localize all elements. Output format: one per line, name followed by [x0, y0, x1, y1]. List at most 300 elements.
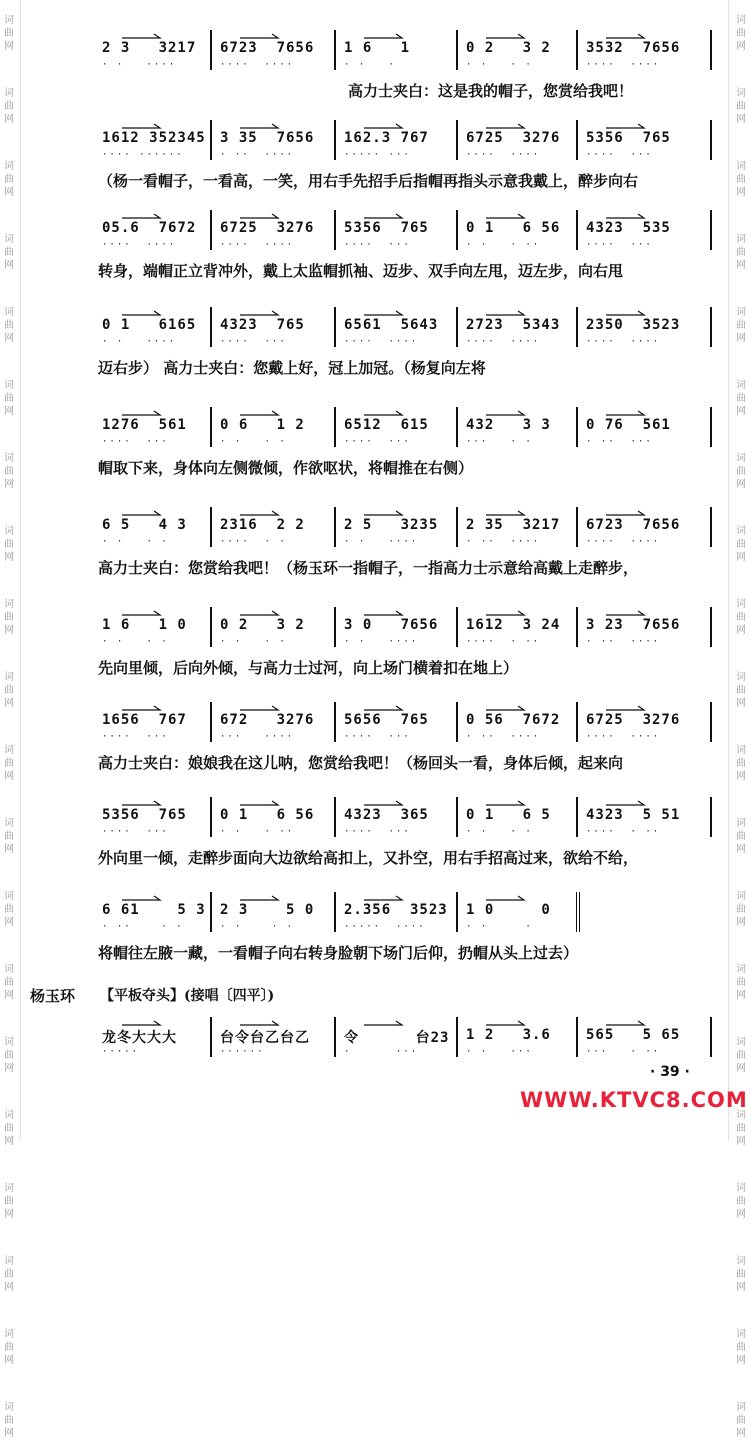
- side-watermark-group: [736, 1036, 746, 1075]
- side-watermark-char: 网: [4, 406, 14, 417]
- beam-mark: [120, 212, 200, 220]
- octave-dots: ···· ···: [102, 732, 169, 742]
- measure: [98, 890, 204, 934]
- side-watermark-char: 网: [736, 844, 746, 855]
- barline: [710, 30, 712, 70]
- side-watermark-char: 词: [736, 161, 746, 172]
- beam-mark: [604, 32, 684, 40]
- notation-text: 6561 5643: [344, 317, 439, 333]
- measure: [462, 505, 570, 549]
- octave-dots: ····· ···: [344, 150, 411, 160]
- side-watermark-char: 网: [4, 479, 14, 490]
- octave-dots: ··· · ··: [586, 1047, 661, 1057]
- side-watermark-char: 网: [736, 1355, 746, 1366]
- score-system: [98, 305, 718, 378]
- barline: [710, 407, 712, 447]
- side-watermark-char: 词: [4, 161, 14, 172]
- side-watermark-char: 曲: [736, 539, 746, 550]
- beam-mark: [484, 32, 564, 40]
- barline: [456, 407, 458, 447]
- beam-mark: [362, 509, 442, 517]
- notation-text: 3532 7656: [586, 40, 681, 56]
- stage-direction-text: 高力士夹白：娘娘我在这儿呐，您赏给我吧！（杨回头一看，身体后倾，起来向: [98, 754, 624, 772]
- beam-mark: [120, 509, 200, 517]
- beam-mark: [362, 122, 442, 130]
- side-watermark-char: 词: [4, 380, 14, 391]
- measure: [462, 795, 570, 839]
- side-watermark-char: 曲: [4, 247, 14, 258]
- octave-dots: · · · ·: [102, 637, 169, 647]
- side-watermark-char: 词: [4, 526, 14, 537]
- side-watermark-char: 网: [736, 260, 746, 271]
- notation-row: [98, 890, 718, 938]
- octave-dots: · ·· ···: [586, 437, 653, 447]
- beam-mark: [120, 704, 200, 712]
- measure: [98, 505, 204, 549]
- side-watermark-char: 词: [4, 599, 14, 610]
- octave-dots: · · ····: [344, 637, 419, 647]
- barline: [576, 30, 578, 70]
- octave-dots: ···· ······: [102, 150, 184, 160]
- barline: [334, 607, 336, 647]
- side-watermark-char: 词: [736, 526, 746, 537]
- notation-text: 4323 365: [344, 807, 429, 823]
- beam-mark: [604, 509, 684, 517]
- measure: [98, 28, 204, 72]
- notation-text: 1 6 1 0: [102, 617, 187, 633]
- barline: [210, 30, 212, 70]
- side-watermark-group: [736, 233, 746, 272]
- side-watermark-char: 网: [736, 406, 746, 417]
- barline: [334, 120, 336, 160]
- side-watermark-group: [736, 1255, 746, 1294]
- barline: [210, 210, 212, 250]
- octave-dots: ···· ···: [344, 437, 411, 447]
- notation-row: [98, 505, 718, 553]
- notation-text: 2.356 3523: [344, 902, 448, 918]
- side-watermark-group: [736, 14, 746, 53]
- side-watermark-char: 词: [736, 380, 746, 391]
- beam-mark: [484, 409, 564, 417]
- barline: [456, 892, 458, 932]
- notation-text: 1612 3 24: [466, 617, 561, 633]
- side-watermark-char: 曲: [4, 1123, 14, 1134]
- octave-dots: ···· · ··: [586, 827, 661, 837]
- octave-dots: ···· ····: [586, 537, 661, 547]
- side-watermark-char: 曲: [4, 685, 14, 696]
- notation-text: 432 3 3: [466, 417, 551, 433]
- octave-dots: · · ····: [102, 337, 177, 347]
- right-border-line: [728, 0, 729, 1139]
- side-watermark-char: 曲: [4, 393, 14, 404]
- side-watermark-char: 网: [4, 114, 14, 125]
- beam-mark: [120, 32, 200, 40]
- beam-mark: [238, 1019, 318, 1027]
- octave-dots: ···· ···: [586, 150, 653, 160]
- notation-text: 1 0 0: [466, 902, 551, 918]
- barline: [576, 607, 578, 647]
- notation-text: 5356 765: [344, 220, 429, 236]
- measure: [216, 118, 328, 162]
- beam-mark: [238, 309, 318, 317]
- octave-dots: ···· ···: [344, 732, 411, 742]
- measure: [98, 1015, 204, 1059]
- beam-mark: [362, 309, 442, 317]
- barline: [576, 210, 578, 250]
- side-watermark-group: [4, 963, 14, 1002]
- beam-mark: [362, 1019, 442, 1027]
- notation-text: 0 1 6 5: [466, 807, 551, 823]
- measure: [216, 1015, 328, 1059]
- barline: [210, 407, 212, 447]
- measure: [462, 890, 570, 934]
- measure: [340, 118, 450, 162]
- octave-dots: ···· ···: [102, 437, 169, 447]
- side-watermark-char: 词: [736, 1183, 746, 1194]
- beam-mark: [604, 609, 684, 617]
- side-watermark-group: [736, 671, 746, 710]
- side-watermark-group: [736, 379, 746, 418]
- octave-dots: ···· · ·: [220, 537, 287, 547]
- side-watermark-char: 网: [4, 552, 14, 563]
- side-watermark-group: [4, 817, 14, 856]
- measure: [340, 405, 450, 449]
- side-watermark-char: 曲: [4, 466, 14, 477]
- side-watermark-group: [4, 1255, 14, 1294]
- side-watermark-group: [736, 598, 746, 637]
- measure: [340, 605, 450, 649]
- notation-text: 令 台23: [344, 1030, 450, 1046]
- barline: [456, 507, 458, 547]
- score-system: [98, 795, 718, 868]
- octave-dots: ···· ····: [344, 337, 419, 347]
- beam-mark: [484, 309, 564, 317]
- measure: [98, 118, 204, 162]
- octave-dots: ·····: [102, 1047, 140, 1057]
- notation-text: 1612 352345: [102, 130, 206, 146]
- notation-text: 6 61 5 3: [102, 902, 206, 918]
- beam-mark: [238, 509, 318, 517]
- side-watermark-char: 词: [4, 1183, 14, 1194]
- side-watermark-char: 网: [4, 771, 14, 782]
- beam-mark: [604, 309, 684, 317]
- barline: [334, 30, 336, 70]
- octave-dots: · · · ·: [220, 437, 287, 447]
- side-watermark-char: 曲: [736, 904, 746, 915]
- notation-text: 6725 3276: [466, 130, 561, 146]
- measure: [582, 28, 704, 72]
- side-watermark-char: 网: [4, 1209, 14, 1220]
- octave-dots: ···· ···: [344, 827, 411, 837]
- octave-dots: · ·· ····: [466, 732, 541, 742]
- measure: [582, 795, 704, 839]
- side-watermark-char: 曲: [4, 101, 14, 112]
- side-watermark-group: [736, 1401, 746, 1440]
- side-watermark-char: 词: [4, 234, 14, 245]
- barline: [210, 507, 212, 547]
- notation-text: 0 1 6 56: [466, 220, 561, 236]
- side-watermark-char: 词: [4, 453, 14, 464]
- pattern-label: 【平板夺头】(接唱〔四平〕): [100, 988, 275, 1004]
- notation-row: [98, 405, 718, 453]
- side-watermark-char: 网: [736, 1136, 746, 1147]
- side-watermark-char: 词: [736, 891, 746, 902]
- stage-direction-text: 将帽往左腋一藏，一看帽子向右转身脸朝下场门后仰，扔帽从头上过去）: [98, 944, 579, 962]
- beam-mark: [238, 32, 318, 40]
- octave-dots: · ·· ····: [220, 150, 295, 160]
- side-watermark-char: 词: [4, 1037, 14, 1048]
- side-watermark-group: [4, 452, 14, 491]
- side-watermark-group: [4, 1036, 14, 1075]
- barline: [334, 702, 336, 742]
- measure: [98, 208, 204, 252]
- side-watermark-char: 曲: [736, 247, 746, 258]
- side-watermark-char: 网: [4, 1355, 14, 1366]
- notation-text: 6723 7656: [220, 40, 315, 56]
- side-watermark-group: [4, 233, 14, 272]
- beam-mark: [484, 894, 564, 902]
- notation-row: [98, 605, 718, 653]
- beam-mark: [238, 704, 318, 712]
- side-watermark-char: 网: [736, 333, 746, 344]
- barline: [710, 797, 712, 837]
- notation-row: [98, 28, 718, 76]
- side-watermark-char: 词: [736, 1329, 746, 1340]
- side-watermark-char: 曲: [4, 1050, 14, 1061]
- stage-direction-text: 外向里一倾，走醉步面向大边欲给高扣上，又扑空，用右手招高过来，欲给不给，: [98, 849, 639, 867]
- notation-text: 龙冬大大大: [102, 1030, 177, 1046]
- side-watermark-char: 曲: [4, 174, 14, 185]
- barline: [456, 210, 458, 250]
- side-watermark-char: 网: [4, 333, 14, 344]
- side-watermark-char: 曲: [736, 320, 746, 331]
- stage-direction-text: 迈右步） 高力士夹白：您戴上好，冠上加冠。（杨复向左将: [98, 359, 486, 377]
- barline: [210, 307, 212, 347]
- beam-mark: [120, 309, 200, 317]
- octave-dots: ···· ····: [586, 60, 661, 70]
- notation-text: 6725 3276: [220, 220, 315, 236]
- side-watermark-char: 词: [736, 818, 746, 829]
- notation-text: 0 1 6 56: [220, 807, 315, 823]
- side-watermark-char: 曲: [4, 904, 14, 915]
- measure: [216, 700, 328, 744]
- side-watermark-group: [736, 963, 746, 1002]
- barline: [334, 797, 336, 837]
- stage-direction-text: 高力士夹白：您赏给我吧！（杨玉环一指帽子，一指高力士示意给高戴上走醉步，: [98, 559, 639, 577]
- side-watermark-char: 词: [736, 1110, 746, 1121]
- barline: [576, 1017, 578, 1057]
- octave-dots: ···· · ··: [466, 637, 541, 647]
- side-watermark-char: 网: [736, 1209, 746, 1220]
- beam-mark: [604, 799, 684, 807]
- measure: [462, 700, 570, 744]
- beam-mark: [238, 894, 318, 902]
- side-watermark-char: 词: [736, 1256, 746, 1267]
- measure: [582, 605, 704, 649]
- side-watermark-char: 网: [4, 698, 14, 709]
- barline: [710, 702, 712, 742]
- octave-dots: ···· ···: [102, 827, 169, 837]
- beam-mark: [362, 704, 442, 712]
- side-watermark-char: 曲: [736, 1196, 746, 1207]
- barline: [576, 407, 578, 447]
- stage-direction-text: 高力士夹白：这是我的帽子，您赏给我吧！: [348, 82, 634, 100]
- side-watermark-char: 网: [736, 625, 746, 636]
- measure: [340, 890, 450, 934]
- side-watermark-char: 曲: [736, 1415, 746, 1426]
- notation-row: [98, 208, 718, 256]
- barline: [334, 307, 336, 347]
- octave-dots: ······: [220, 1047, 265, 1057]
- side-watermark-group: [736, 452, 746, 491]
- notation-text: 0 2 3 2: [220, 617, 305, 633]
- score-system: [98, 28, 718, 101]
- beam-mark: [238, 609, 318, 617]
- side-watermark-char: 曲: [4, 977, 14, 988]
- beam-mark: [362, 32, 442, 40]
- last-system: [98, 1015, 718, 1063]
- side-watermark-group: [4, 379, 14, 418]
- measure: [462, 28, 570, 72]
- side-watermark-char: 词: [736, 453, 746, 464]
- octave-dots: ···· ····: [586, 732, 661, 742]
- measure: [340, 1015, 450, 1059]
- side-watermark-char: 词: [4, 15, 14, 26]
- measure: [582, 1015, 704, 1059]
- side-watermark-group: [4, 1109, 14, 1148]
- notation-text: 6512 615: [344, 417, 429, 433]
- final-barline: [576, 892, 583, 932]
- measure: [582, 305, 704, 349]
- side-watermark-char: 曲: [4, 831, 14, 842]
- score-system: [98, 505, 718, 578]
- side-watermark-char: 网: [4, 260, 14, 271]
- measure: [462, 305, 570, 349]
- barline: [576, 120, 578, 160]
- notation-text: 672 3276: [220, 712, 315, 728]
- side-watermark-group: [736, 87, 746, 126]
- side-watermark-char: 词: [4, 964, 14, 975]
- barline: [456, 607, 458, 647]
- side-watermark-char: 词: [4, 1329, 14, 1340]
- measure: [340, 208, 450, 252]
- side-watermark-char: 网: [4, 625, 14, 636]
- side-watermark-group: [4, 160, 14, 199]
- side-watermark-char: 词: [736, 1402, 746, 1413]
- octave-dots: · · · ·: [466, 827, 533, 837]
- side-watermark-char: 网: [736, 114, 746, 125]
- notation-text: 6723 7656: [586, 517, 681, 533]
- side-watermark-char: 词: [4, 672, 14, 683]
- side-watermark-char: 词: [736, 15, 746, 26]
- measure: [582, 700, 704, 744]
- beam-mark: [484, 609, 564, 617]
- side-watermark-group: [736, 160, 746, 199]
- beam-mark: [604, 409, 684, 417]
- side-watermark-char: 网: [4, 1428, 14, 1439]
- side-watermark-group: [4, 525, 14, 564]
- side-watermark-char: 曲: [736, 466, 746, 477]
- notation-text: 1 2 3.6: [466, 1027, 551, 1043]
- score-system: [98, 208, 718, 281]
- notation-text: 1656 767: [102, 712, 187, 728]
- measure: [216, 605, 328, 649]
- measure: [340, 505, 450, 549]
- octave-dots: · · ···: [466, 1047, 533, 1057]
- measure: [216, 890, 328, 934]
- beam-mark: [362, 894, 442, 902]
- side-watermark-char: 网: [736, 990, 746, 1001]
- barline: [710, 1017, 712, 1057]
- octave-dots: · · · ·: [220, 637, 287, 647]
- notation-row: [98, 700, 718, 748]
- side-watermark-char: 网: [736, 1063, 746, 1074]
- side-watermark-char: 曲: [736, 174, 746, 185]
- beam-mark: [238, 799, 318, 807]
- notation-row: [98, 118, 718, 166]
- barline: [456, 307, 458, 347]
- side-watermark-char: 词: [736, 1037, 746, 1048]
- side-watermark-char: 曲: [4, 1415, 14, 1426]
- notation-text: 5656 765: [344, 712, 429, 728]
- beam-mark: [362, 799, 442, 807]
- side-watermark-char: 词: [736, 672, 746, 683]
- notation-text: 1276 561: [102, 417, 187, 433]
- octave-dots: · · · ·: [466, 60, 533, 70]
- beam-mark: [604, 122, 684, 130]
- side-watermark-char: 曲: [736, 28, 746, 39]
- measure: [98, 605, 204, 649]
- octave-dots: ···· ····: [466, 150, 541, 160]
- stage-direction-text: 帽取下来，身体向左侧微倾，作欲呕状，将帽推在右侧）: [98, 459, 474, 477]
- left-border-line: [20, 0, 21, 1139]
- side-watermark-group: [736, 890, 746, 929]
- notation-text: 3 35 7656: [220, 130, 315, 146]
- side-watermark-char: 曲: [736, 1269, 746, 1280]
- notation-text: 0 76 561: [586, 417, 671, 433]
- measure: [340, 795, 450, 839]
- barline: [456, 120, 458, 160]
- side-watermark-group: [736, 525, 746, 564]
- octave-dots: · · · ··: [220, 827, 295, 837]
- notation-text: 2 3 5 0: [220, 902, 315, 918]
- barline: [576, 797, 578, 837]
- beam-mark: [120, 894, 200, 902]
- barline: [334, 507, 336, 547]
- notation-text: 5356 765: [102, 807, 187, 823]
- octave-dots: ···· ···: [344, 240, 411, 250]
- score-system: [98, 405, 718, 478]
- beam-mark: [238, 409, 318, 417]
- side-watermark-left: [0, 0, 18, 1439]
- side-watermark-char: 词: [736, 234, 746, 245]
- measure: [582, 505, 704, 549]
- side-watermark-char: 曲: [736, 101, 746, 112]
- measure: [340, 28, 450, 72]
- barline: [210, 1017, 212, 1057]
- octave-dots: · · · ·: [102, 537, 169, 547]
- measure: [582, 208, 704, 252]
- side-watermark-char: 词: [736, 599, 746, 610]
- notation-text: 0 1 6165: [102, 317, 197, 333]
- side-watermark-char: 网: [736, 698, 746, 709]
- side-watermark-char: 曲: [736, 685, 746, 696]
- side-watermark-char: 网: [4, 41, 14, 52]
- side-watermark-group: [4, 890, 14, 929]
- side-watermark-char: 曲: [4, 1196, 14, 1207]
- barline: [456, 797, 458, 837]
- octave-dots: · ·· ····: [466, 537, 541, 547]
